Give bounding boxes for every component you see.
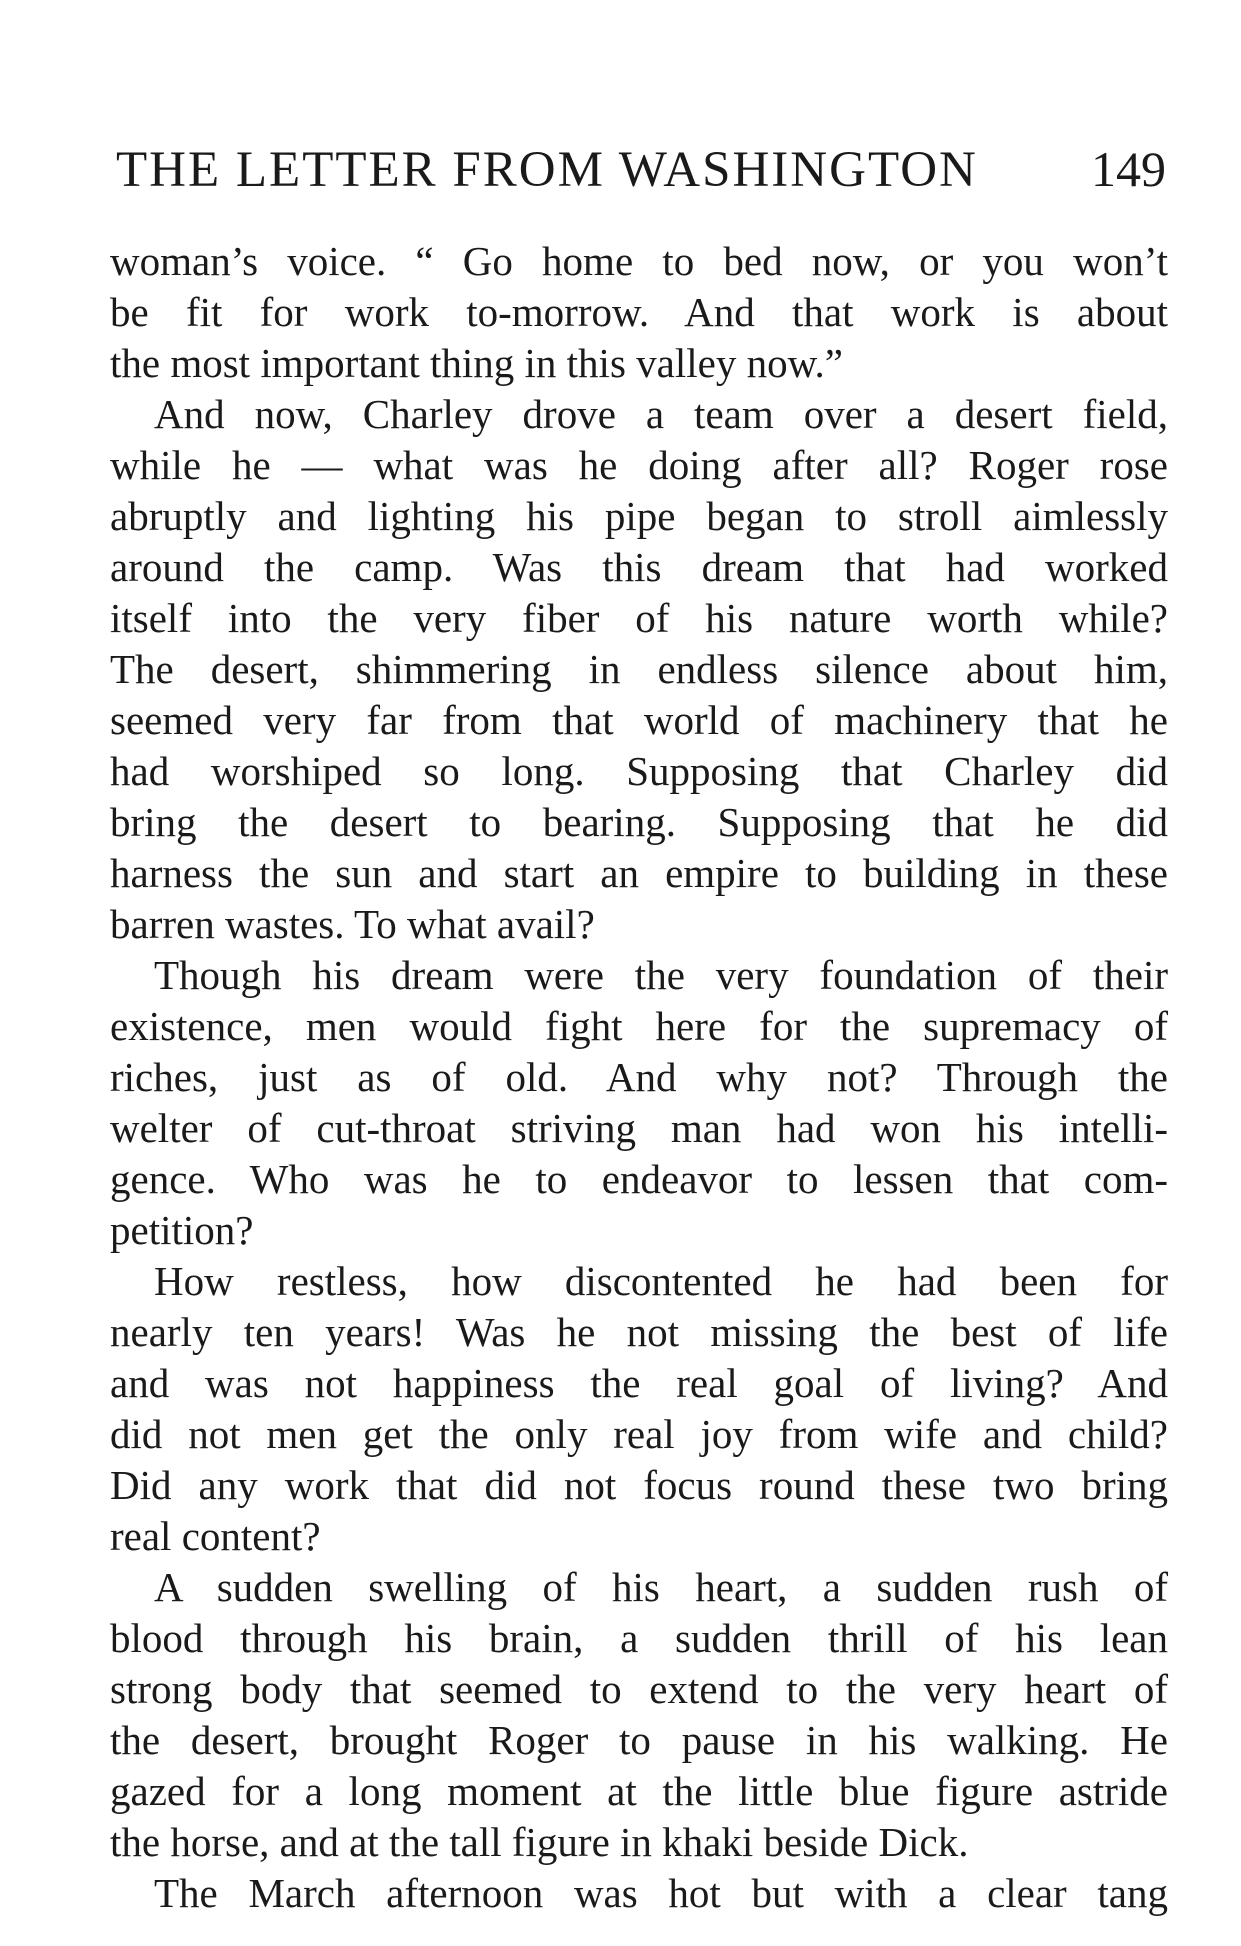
text-line: existence, men would fight here for the supremacy of [110, 1003, 1168, 1049]
text-line: itself into the very fiber of his nature worth while? [110, 595, 1168, 641]
page-number: 149 [1091, 141, 1166, 197]
text-line: welter of cut-throat striving man had won his intelli- [110, 1105, 1168, 1151]
running-head [116, 140, 1166, 210]
text-line: barren wastes. To what avail? [110, 901, 595, 947]
text-line: the desert, brought Roger to pause in his walking. He [110, 1717, 1168, 1763]
body-text [110, 236, 1168, 1919]
text-line: real content? [110, 1513, 321, 1559]
text-line: strong body that seemed to extend to the very heart of [110, 1666, 1168, 1712]
text-line: nearly ten years! Was he not missing the best of life [110, 1309, 1168, 1355]
paragraph-start-line: Though his dream were the very foundation of their [154, 952, 1168, 998]
running-title: THE LETTER FROM WASHINGTON [116, 142, 978, 198]
text-line: the horse, and at the tall figure in khaki beside Dick. [110, 1819, 969, 1865]
text-line: had worshiped so long. Supposing that Charley did [110, 748, 1168, 794]
paragraph-start-line: A sudden swelling of his heart, a sudden rush of [154, 1564, 1168, 1610]
text-line: gazed for a long moment at the little blue figure astride [110, 1768, 1168, 1814]
text-line: woman’s voice. “ Go home to bed now, or you won’t [110, 238, 1168, 284]
text-line: riches, just as of old. And why not? Through the [110, 1054, 1168, 1100]
text-line: while he — what was he doing after all? Roger rose [110, 442, 1168, 488]
text-line: petition? [110, 1207, 254, 1253]
text-line: bring the desert to bearing. Supposing that he did [110, 799, 1168, 845]
text-line: gence. Who was he to endeavor to lessen that com- [110, 1156, 1168, 1202]
text-line: abruptly and lighting his pipe began to stroll aimlessly [110, 493, 1168, 539]
text-line: The desert, shimmering in endless silence about him, [110, 646, 1168, 692]
paragraph-start-line: The March afternoon was hot but with a clear tang [154, 1870, 1168, 1916]
text-line: did not men get the only real joy from wife and child? [110, 1411, 1168, 1457]
text-line: be fit for work to-morrow. And that work is about [110, 289, 1168, 335]
text-line: around the camp. Was this dream that had worked [110, 544, 1168, 590]
text-line: seemed very far from that world of machinery that he [110, 697, 1168, 743]
paragraph-start-line: How restless, how discontented he had been for [154, 1258, 1168, 1304]
text-line: Did any work that did not focus round these two bring [110, 1462, 1168, 1508]
text-line: and was not happiness the real goal of living? And [110, 1360, 1168, 1406]
paragraph-start-line: And now, Charley drove a team over a desert field, [154, 391, 1168, 437]
text-line: blood through his brain, a sudden thrill of his lean [110, 1615, 1168, 1661]
text-line: harness the sun and start an empire to building in these [110, 850, 1168, 896]
text-line: the most important thing in this valley now.” [110, 340, 843, 386]
